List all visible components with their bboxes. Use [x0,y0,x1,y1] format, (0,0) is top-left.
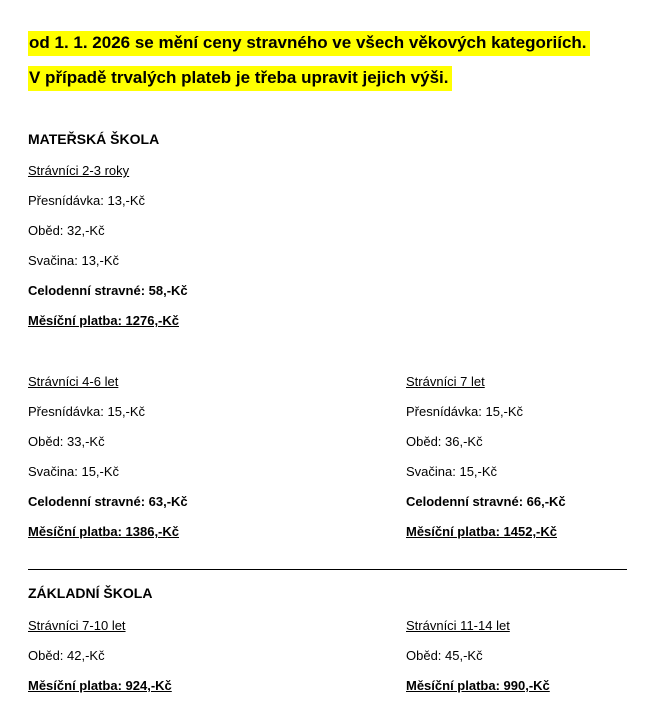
daily-total: Celodenní stravné: 63,-Kč [28,494,188,509]
monthly-payment: Měsíční platba: 1276,-Kč [28,313,179,328]
snack-price: Přesnídávka: 15,-Kč [406,404,524,419]
lunch-price: Oběd: 42,-Kč [28,648,105,663]
snack-price: Přesnídávka: 15,-Kč [28,404,146,419]
notice-line-2: V případě trvalých plateb je třeba upravit jejich výši. [28,66,452,91]
notice-line-1: od 1. 1. 2026 se mění ceny stravného ve všech věkových kategoriích. [28,31,590,56]
lunch-price: Oběd: 36,-Kč [406,434,483,449]
daily-total: Celodenní stravné: 58,-Kč [28,283,188,298]
group-heading: Strávníci 7-10 let [28,618,126,633]
group-heading: Strávníci 2-3 roky [28,163,130,178]
afternoon-snack-price: Svačina: 15,-Kč [406,464,498,479]
monthly-payment: Měsíční platba: 1386,-Kč [28,524,179,539]
section-title-zs: ZÁKLADNÍ ŠKOLA [28,585,153,601]
daily-total: Celodenní stravné: 66,-Kč [406,494,566,509]
lunch-price: Oběd: 33,-Kč [28,434,105,449]
lunch-price: Oběd: 32,-Kč [28,223,105,238]
section-divider [28,569,627,570]
group-heading: Strávníci 4-6 let [28,374,119,389]
monthly-payment: Měsíční platba: 924,-Kč [28,678,172,693]
group-heading: Strávníci 11-14 let [406,618,510,633]
snack-price: Přesnídávka: 13,-Kč [28,193,146,208]
group-heading: Strávníci 7 let [406,374,485,389]
lunch-price: Oběd: 45,-Kč [406,648,483,663]
afternoon-snack-price: Svačina: 13,-Kč [28,253,120,268]
afternoon-snack-price: Svačina: 15,-Kč [28,464,120,479]
monthly-payment: Měsíční platba: 990,-Kč [406,678,550,693]
section-title-ms: MATEŘSKÁ ŠKOLA [28,131,160,147]
monthly-payment: Měsíční platba: 1452,-Kč [406,524,557,539]
